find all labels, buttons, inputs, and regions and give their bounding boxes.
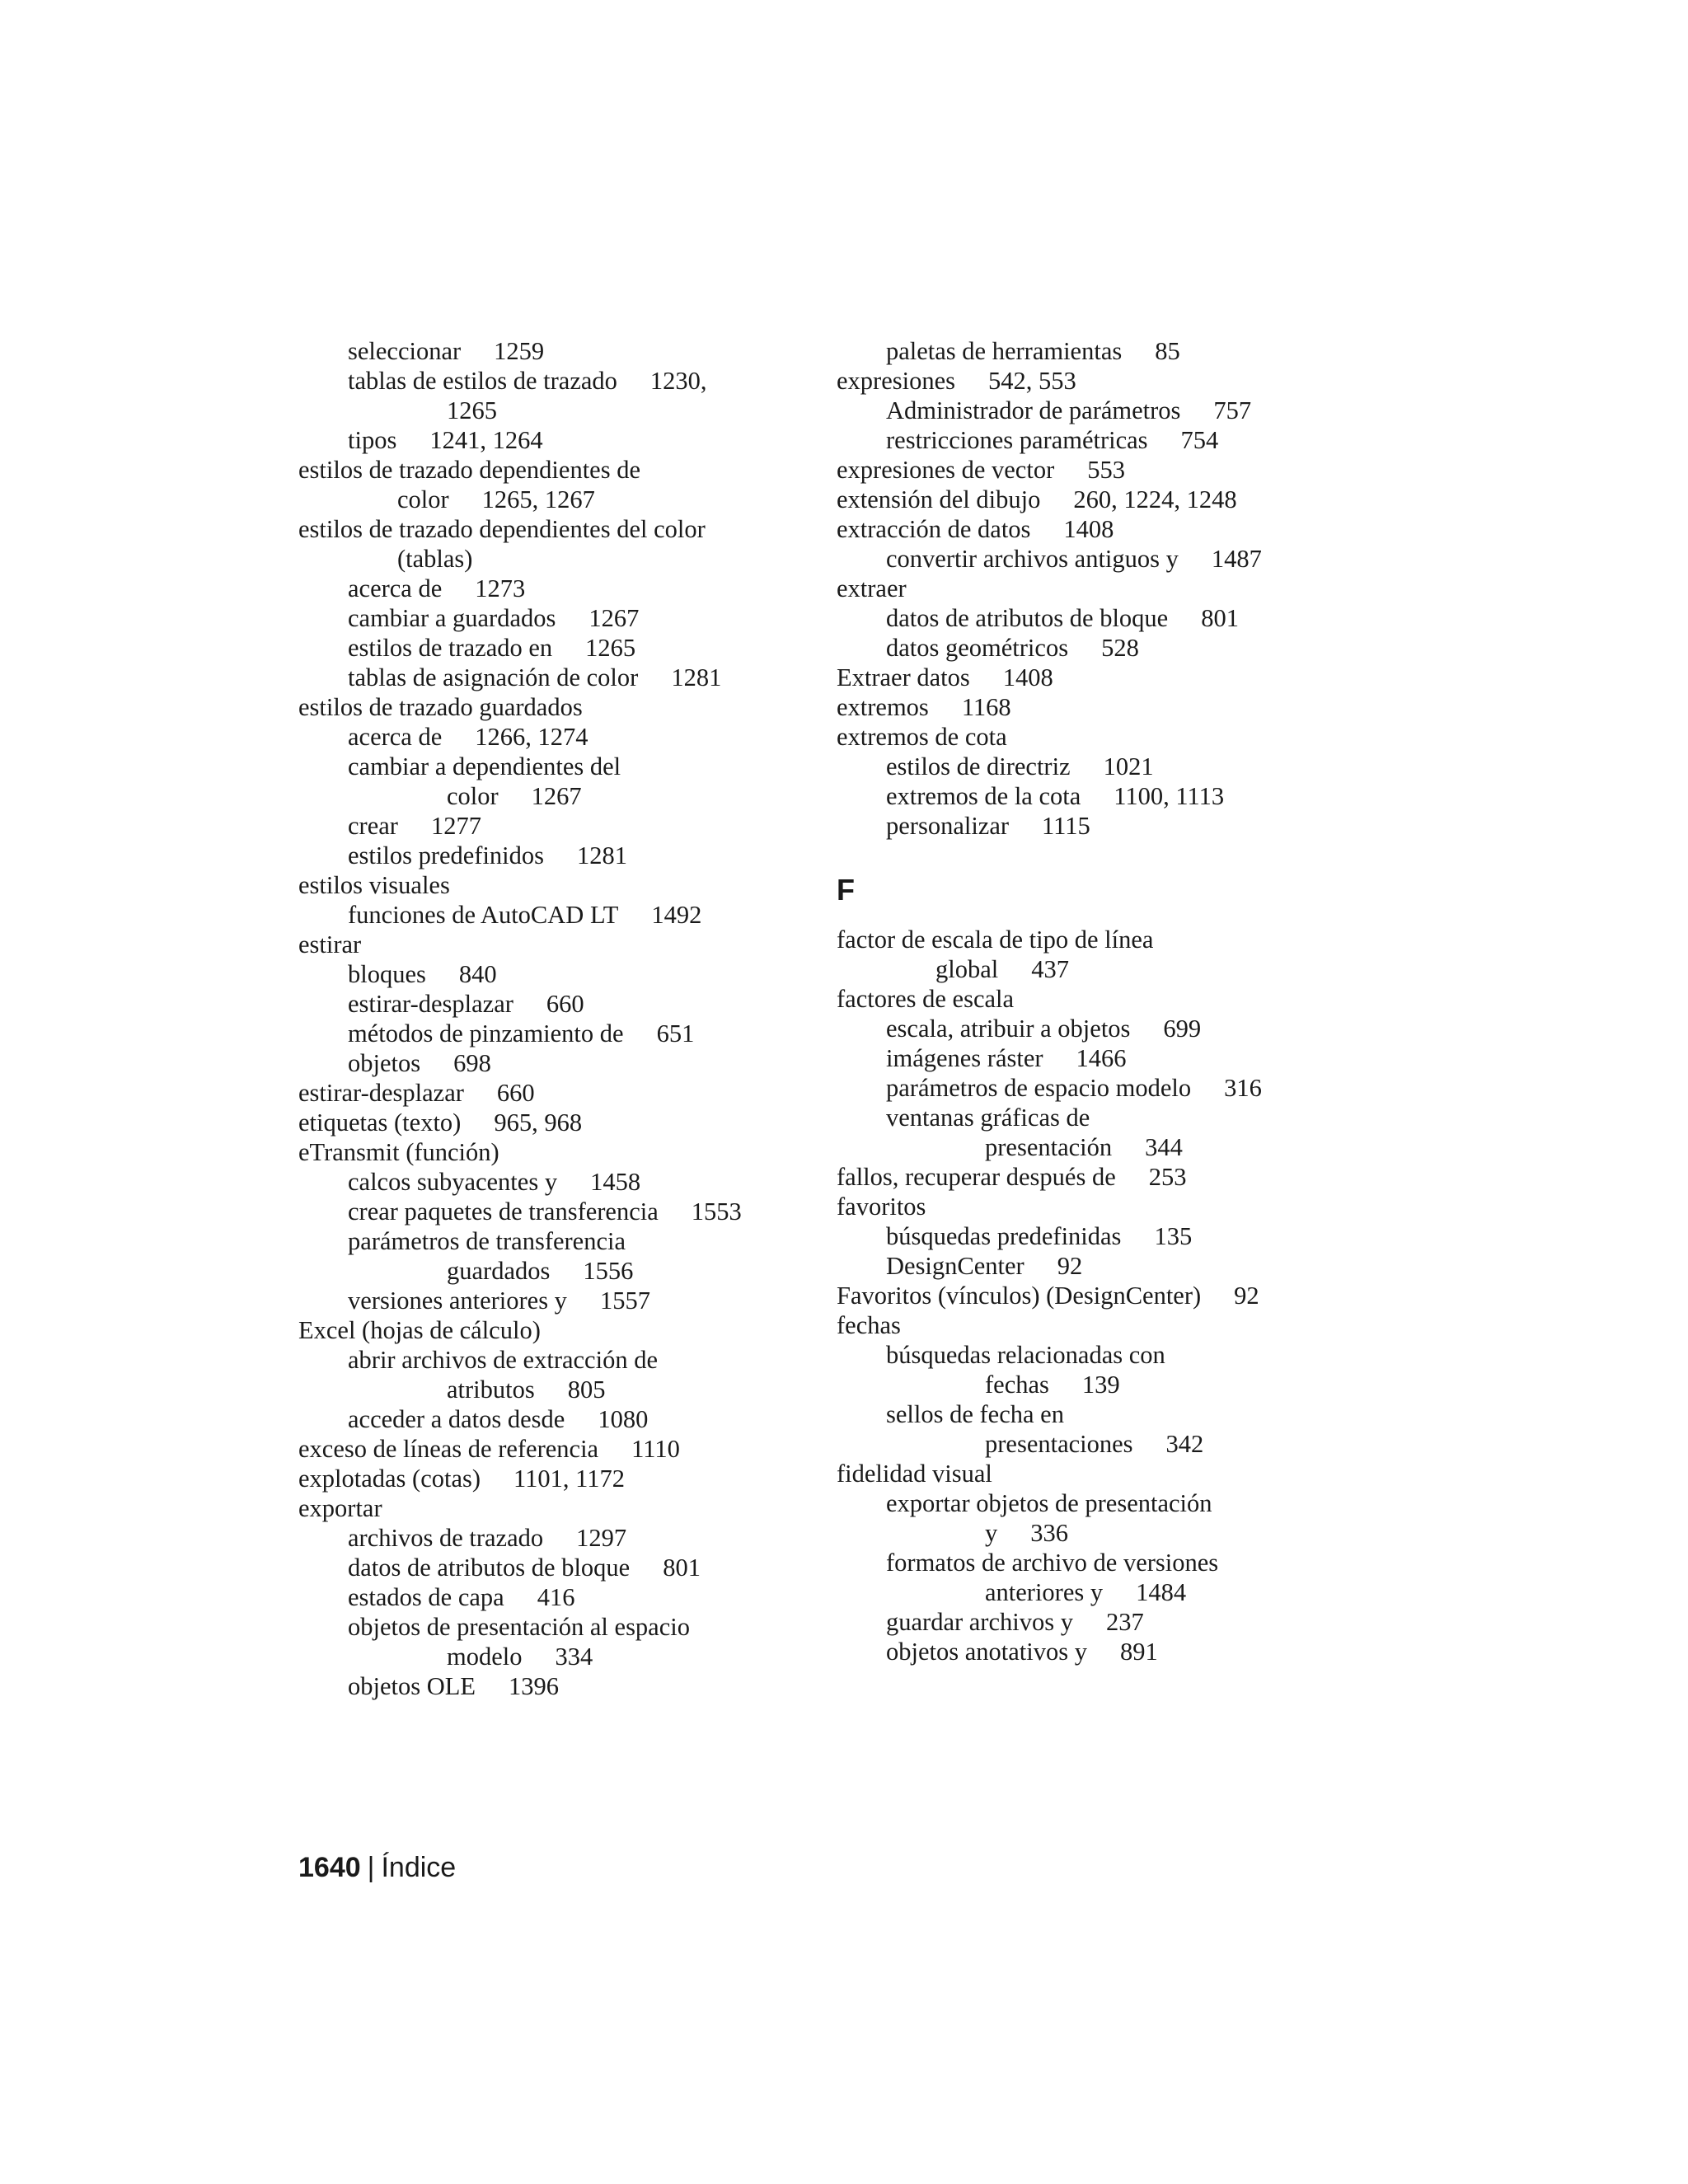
- index-entry: [298, 1434, 742, 1464]
- index-entry: [298, 1108, 742, 1137]
- index-entry: [298, 1345, 742, 1375]
- index-term: factores de escala: [837, 985, 1015, 1013]
- index-page-numbers: 1484: [1136, 1578, 1187, 1606]
- index-page-numbers: 1100, 1113: [1114, 782, 1225, 810]
- index-entry: [298, 1256, 742, 1286]
- index-page-numbers: 253: [1148, 1163, 1187, 1191]
- index-page-numbers: 1277: [430, 812, 481, 840]
- index-term: búsquedas predefinidas: [886, 1222, 1122, 1250]
- index-term: restricciones paramétricas: [886, 426, 1148, 454]
- index-term: explotadas (cotas): [298, 1465, 481, 1493]
- index-term: paletas de herramientas: [886, 337, 1123, 365]
- index-page-numbers: 1230,: [649, 367, 707, 395]
- index-entry: [837, 663, 1262, 692]
- index-entry: [837, 1014, 1262, 1043]
- index-term: presentación: [985, 1133, 1113, 1161]
- index-term: objetos de presentación al espacio: [348, 1613, 690, 1641]
- index-group-f: [837, 925, 1262, 1666]
- index-entry: [837, 811, 1262, 841]
- index-page-numbers: 1259: [494, 337, 545, 365]
- index-term: acerca de: [348, 723, 443, 751]
- index-entry: [837, 1607, 1262, 1637]
- index-entry: [298, 722, 742, 752]
- index-term: objetos anotativos y: [886, 1638, 1087, 1666]
- index-term: exportar objetos de presentación: [886, 1489, 1212, 1517]
- index-term: calcos subyacentes y: [348, 1168, 558, 1196]
- index-page-numbers: 1266, 1274: [475, 723, 588, 751]
- index-page-numbers: 336: [1030, 1519, 1068, 1547]
- index-entry: [298, 1286, 742, 1315]
- index-term: objetos OLE: [348, 1672, 476, 1700]
- index-entry: [837, 925, 1262, 954]
- index-entry: [837, 425, 1262, 455]
- index-entry: [837, 544, 1262, 574]
- index-term: datos de atributos de bloque: [886, 604, 1169, 632]
- index-entry: [298, 1404, 742, 1434]
- index-page-numbers: 92: [1057, 1252, 1083, 1280]
- index-term: personalizar: [886, 812, 1010, 840]
- index-entry: [298, 1019, 742, 1048]
- index-page-numbers: 1553: [691, 1197, 742, 1226]
- index-term: crear: [348, 812, 398, 840]
- section-letter-heading: F: [837, 873, 855, 907]
- index-page-numbers: 1466: [1076, 1044, 1127, 1072]
- index-term: exportar: [298, 1494, 382, 1522]
- index-entry: [298, 574, 742, 603]
- index-term: extremos de la cota: [886, 782, 1081, 810]
- index-entry: [837, 1637, 1262, 1666]
- index-term: anteriores y: [985, 1578, 1104, 1606]
- index-entry: [837, 954, 1262, 984]
- index-term: crear paquetes de transferencia: [348, 1197, 659, 1226]
- index-entry: [837, 1162, 1262, 1192]
- index-page-numbers: 840: [458, 960, 497, 988]
- index-page-numbers: 1273: [475, 574, 526, 602]
- index-term: seleccionar: [348, 337, 462, 365]
- index-page-numbers: 805: [567, 1376, 606, 1404]
- index-page-numbers: 1281: [671, 663, 722, 691]
- index-entry: [298, 366, 742, 396]
- index-page-numbers: 801: [1201, 604, 1239, 632]
- index-term: sellos de fecha en: [886, 1400, 1064, 1428]
- index-term: abrir archivos de extracción de: [348, 1346, 658, 1374]
- index-page-numbers: 698: [453, 1049, 491, 1077]
- index-term: Administrador de parámetros: [886, 396, 1181, 424]
- index-term: métodos de pinzamiento de: [348, 1019, 624, 1047]
- index-entry: [837, 1073, 1262, 1103]
- index-page-numbers: 699: [1163, 1015, 1202, 1043]
- index-entry: [298, 425, 742, 455]
- index-entry: [298, 1671, 742, 1701]
- index-term: acceder a datos desde: [348, 1405, 565, 1433]
- index-entry: [298, 1464, 742, 1493]
- index-term: estirar-desplazar: [348, 990, 513, 1018]
- index-entry: [298, 1315, 742, 1345]
- index-entry: [298, 1226, 742, 1256]
- index-page-numbers: 651: [656, 1019, 695, 1047]
- index-page-numbers: 1297: [576, 1524, 627, 1552]
- index-entry: [837, 603, 1262, 633]
- index-term: convertir archivos antiguos y: [886, 545, 1179, 573]
- index-term: modelo: [447, 1643, 523, 1671]
- index-entry: [298, 633, 742, 663]
- index-entry: [837, 1251, 1262, 1281]
- index-page-numbers: 1267: [588, 604, 640, 632]
- index-entry: [298, 1612, 742, 1642]
- index-page-numbers: 1408: [1002, 663, 1053, 691]
- index-page-numbers: 1492: [651, 901, 702, 929]
- index-term: estirar-desplazar: [298, 1079, 464, 1107]
- index-entry: [837, 1221, 1262, 1251]
- index-page-numbers: 1265: [447, 396, 497, 424]
- index-page-numbers: 1408: [1063, 515, 1114, 543]
- index-entry: [837, 574, 1262, 603]
- index-term: color: [397, 485, 449, 513]
- index-page-numbers: 757: [1213, 396, 1252, 424]
- index-entry: [837, 514, 1262, 544]
- index-entry: [298, 1197, 742, 1226]
- index-term: versiones anteriores y: [348, 1286, 567, 1315]
- index-term: extremos de cota: [837, 723, 1007, 751]
- index-term: expresiones: [837, 367, 955, 395]
- index-page-numbers: 660: [546, 990, 584, 1018]
- index-term: eTransmit (función): [298, 1138, 499, 1166]
- index-page-numbers: 1267: [531, 782, 582, 810]
- index-term: exceso de líneas de referencia: [298, 1435, 599, 1463]
- index-page-numbers: 891: [1119, 1638, 1158, 1666]
- index-page-numbers: 754: [1180, 426, 1219, 454]
- index-term: guardar archivos y: [886, 1608, 1073, 1636]
- index-term: extracción de datos: [837, 515, 1031, 543]
- index-entry: [837, 752, 1262, 781]
- index-entry: [298, 1078, 742, 1108]
- index-term: acerca de: [348, 574, 443, 602]
- index-term: (tablas): [397, 545, 473, 573]
- index-entry: [298, 663, 742, 692]
- index-page-numbers: 542, 553: [987, 367, 1076, 395]
- index-entry: [298, 485, 742, 514]
- index-term: Extraer datos: [837, 663, 970, 691]
- index-entry: [298, 841, 742, 870]
- index-term: y: [985, 1519, 998, 1547]
- index-term: fidelidad visual: [837, 1460, 992, 1488]
- index-page-numbers: 85: [1155, 337, 1180, 365]
- index-term: favoritos: [837, 1193, 926, 1221]
- footer-separator: |: [367, 1852, 375, 1883]
- index-page-numbers: 553: [1087, 456, 1125, 484]
- index-term: guardados: [447, 1257, 551, 1285]
- index-entry: [298, 692, 742, 722]
- index-term: escala, atribuir a objetos: [886, 1015, 1131, 1043]
- index-term: extremos: [837, 693, 929, 721]
- index-page-numbers: 1458: [590, 1168, 641, 1196]
- index-entry: [837, 1043, 1262, 1073]
- index-entry: [837, 396, 1262, 425]
- index-term: búsquedas relacionadas con: [886, 1341, 1165, 1369]
- index-page-numbers: 437: [1031, 955, 1069, 983]
- index-entry: [837, 1459, 1262, 1488]
- index-entry: [298, 900, 742, 930]
- index-term: estirar: [298, 930, 362, 958]
- index-page-numbers: 1557: [599, 1286, 650, 1315]
- index-entry: [298, 989, 742, 1019]
- page-number: 1640: [298, 1852, 361, 1883]
- index-entry: [298, 959, 742, 989]
- index-term: imágenes ráster: [886, 1044, 1043, 1072]
- index-entry: [298, 336, 742, 366]
- index-entry: [837, 1192, 1262, 1221]
- index-page-numbers: 801: [663, 1554, 701, 1582]
- index-term: fallos, recuperar después de: [837, 1163, 1116, 1191]
- index-entry: [837, 1370, 1262, 1399]
- index-term: datos geométricos: [886, 634, 1069, 662]
- index-entry: [298, 1048, 742, 1078]
- index-entry: [298, 1553, 742, 1582]
- footer-section-name: Índice: [381, 1852, 457, 1883]
- index-entry: [298, 870, 742, 900]
- index-term: extraer: [837, 574, 907, 602]
- index-entry: [298, 811, 742, 841]
- index-entry: [837, 984, 1262, 1014]
- index-entry: [837, 633, 1262, 663]
- index-column-right: [837, 336, 1262, 1666]
- index-entry: [837, 1488, 1262, 1518]
- index-term: estilos de directriz: [886, 752, 1071, 780]
- index-term: tablas de asignación de color: [348, 663, 639, 691]
- index-page-numbers: 342: [1165, 1430, 1204, 1458]
- index-entry: [837, 1310, 1262, 1340]
- index-term: fechas: [837, 1311, 901, 1339]
- index-entry: [298, 455, 742, 485]
- index-page-numbers: 1110: [631, 1435, 680, 1463]
- index-term: objetos: [348, 1049, 421, 1077]
- index-entry: [298, 1493, 742, 1523]
- index-term: estados de capa: [348, 1583, 504, 1611]
- index-term: ventanas gráficas de: [886, 1104, 1090, 1132]
- index-entry: [298, 752, 742, 781]
- index-page-numbers: 334: [555, 1643, 593, 1671]
- index-term: bloques: [348, 960, 426, 988]
- index-page-numbers: 92: [1234, 1282, 1259, 1310]
- index-page-numbers: 1168: [961, 693, 1011, 721]
- index-term: estilos de trazado en: [348, 634, 553, 662]
- index-entry: [837, 781, 1262, 811]
- index-term: atributos: [447, 1376, 535, 1404]
- index-term: estilos predefinidos: [348, 841, 545, 869]
- index-term: factor de escala de tipo de línea: [837, 926, 1154, 954]
- page-footer: [298, 1851, 456, 1884]
- index-entry: [837, 485, 1262, 514]
- index-entry: [298, 781, 742, 811]
- index-page-numbers: 1080: [598, 1405, 649, 1433]
- index-page-numbers: 1396: [509, 1672, 560, 1700]
- index-entry: [837, 1103, 1262, 1132]
- index-entry: [298, 1582, 742, 1612]
- index-term: estilos de trazado dependientes de: [298, 456, 640, 484]
- index-term: tablas de estilos de trazado: [348, 367, 617, 395]
- index-entry: [298, 514, 742, 544]
- index-entry: [837, 692, 1262, 722]
- index-entry: [837, 1577, 1262, 1607]
- index-entry: [837, 1281, 1262, 1310]
- index-term: cambiar a dependientes del: [348, 752, 621, 780]
- index-page-numbers: 135: [1154, 1222, 1193, 1250]
- index-term: tipos: [348, 426, 397, 454]
- index-entry: [298, 930, 742, 959]
- index-term: cambiar a guardados: [348, 604, 556, 632]
- index-entry: [298, 1167, 742, 1197]
- index-page-numbers: 1101, 1172: [513, 1465, 626, 1493]
- index-entry: [837, 1518, 1262, 1548]
- index-term: Excel (hojas de cálculo): [298, 1316, 541, 1344]
- index-term: estilos visuales: [298, 871, 450, 899]
- index-page-numbers: 316: [1224, 1074, 1262, 1102]
- index-entry: [837, 1399, 1262, 1429]
- index-page-numbers: 416: [537, 1583, 575, 1611]
- index-entry: [298, 1523, 742, 1553]
- index-entry: [837, 1548, 1262, 1577]
- index-entry: [298, 544, 742, 574]
- index-page-numbers: 965, 968: [494, 1108, 583, 1137]
- index-page-numbers: 1115: [1042, 812, 1090, 840]
- index-term: expresiones de vector: [837, 456, 1055, 484]
- index-term: Favoritos (vínculos) (DesignCenter): [837, 1282, 1202, 1310]
- index-page-numbers: 1265, 1267: [481, 485, 595, 513]
- index-entry: [837, 722, 1262, 752]
- index-term: formatos de archivo de versiones: [886, 1549, 1219, 1577]
- index-entry: [837, 1429, 1262, 1459]
- index-entry: [837, 1340, 1262, 1370]
- index-term: extensión del dibujo: [837, 485, 1041, 513]
- index-term: funciones de AutoCAD LT: [348, 901, 619, 929]
- index-entry: [298, 396, 742, 425]
- index-entry: [837, 1132, 1262, 1162]
- index-entry: [298, 1375, 742, 1404]
- index-page-numbers: 344: [1145, 1133, 1183, 1161]
- index-term: archivos de trazado: [348, 1524, 544, 1552]
- index-entry: [837, 366, 1262, 396]
- index-term: estilos de trazado guardados: [298, 693, 583, 721]
- index-page-numbers: 139: [1081, 1371, 1120, 1399]
- index-page-numbers: 528: [1101, 634, 1139, 662]
- index-page-numbers: 1281: [577, 841, 628, 869]
- index-term: parámetros de espacio modelo: [886, 1074, 1192, 1102]
- index-term: datos de atributos de bloque: [348, 1554, 631, 1582]
- index-page-numbers: 1487: [1211, 545, 1262, 573]
- index-column-left: [298, 336, 742, 1701]
- index-term: etiquetas (texto): [298, 1108, 462, 1137]
- index-entry: [837, 455, 1262, 485]
- index-term: color: [447, 782, 499, 810]
- index-entry: [298, 1137, 742, 1167]
- index-term: parámetros de transferencia: [348, 1227, 626, 1255]
- index-page-numbers: 260, 1224, 1248: [1073, 485, 1237, 513]
- index-entry: [298, 1642, 742, 1671]
- index-entry: [837, 336, 1262, 366]
- index-page-numbers: 237: [1105, 1608, 1144, 1636]
- index-term: global: [935, 955, 999, 983]
- index-term: DesignCenter: [886, 1252, 1025, 1280]
- index-entry: [298, 603, 742, 633]
- index-page-numbers: 1241, 1264: [429, 426, 543, 454]
- index-group-e-continued: [837, 336, 1262, 841]
- index-page-numbers: 1021: [1103, 752, 1154, 780]
- index-term: estilos de trazado dependientes del color: [298, 515, 706, 543]
- index-term: fechas: [985, 1371, 1049, 1399]
- index-page-numbers: 1556: [583, 1257, 634, 1285]
- index-term: presentaciones: [985, 1430, 1133, 1458]
- index-page-numbers: 660: [496, 1079, 535, 1107]
- index-page-numbers: 1265: [585, 634, 636, 662]
